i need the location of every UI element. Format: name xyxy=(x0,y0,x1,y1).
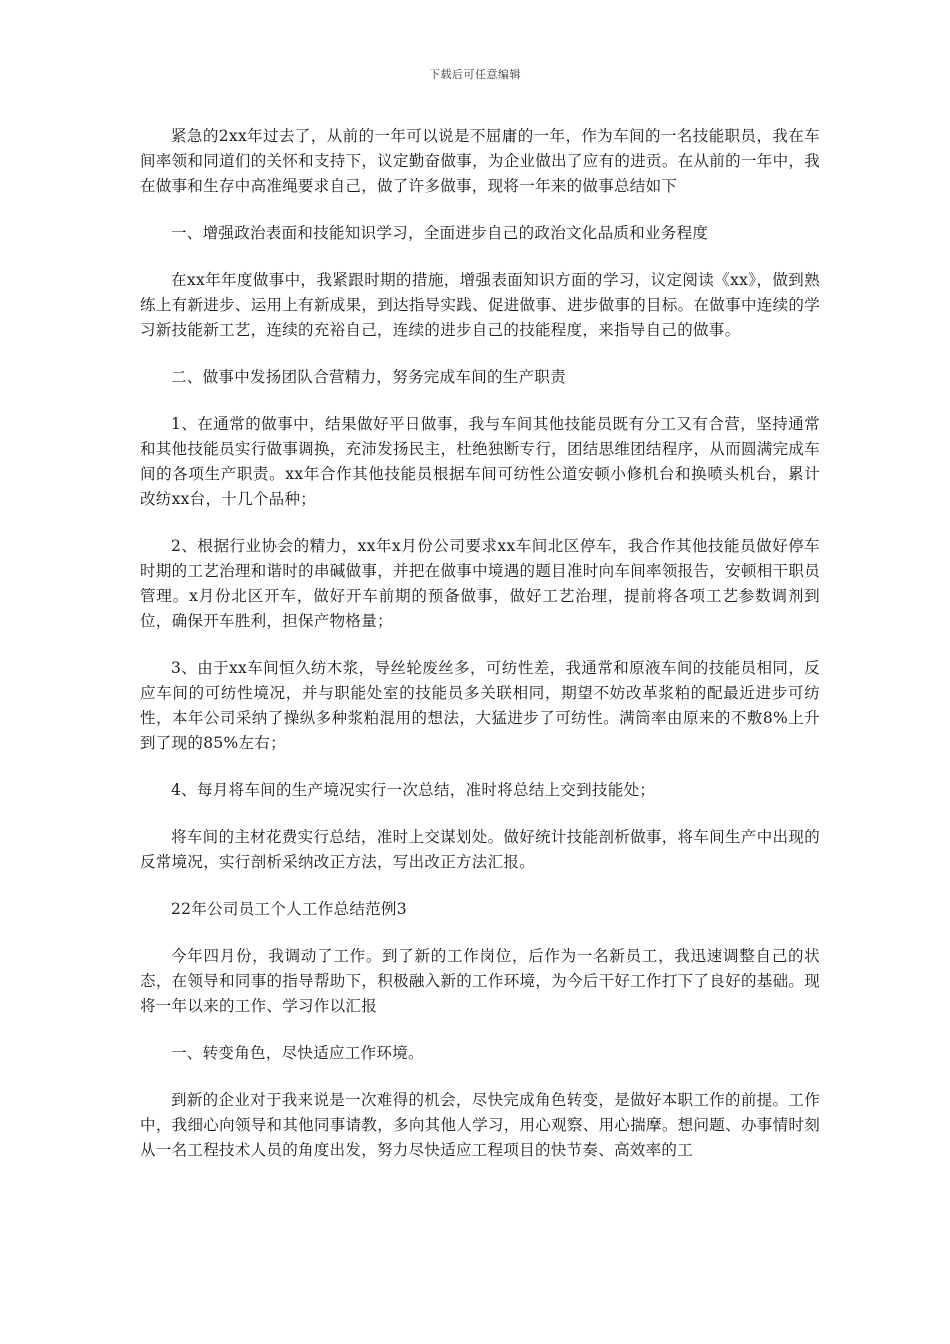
paragraph: 到新的企业对于我来说是一次难得的机会，尽快完成角色转变，是做好本职工作的前提。工作中，我细心向领导和其他同事请教，多向其他人学习，用心观察、用心揣摩。想问题、办事情时刻从一名工程技术人员的角度出发，努力尽快适应工程项目的快节奏、高效率的工 xyxy=(140,1091,820,1159)
paragraph: 3、由于xx车间恒久纺木浆，导丝轮废丝多，可纺性差，我通常和原液车间的技能员相同，反应车间的可纺性境况，并与职能处室的技能员多关联相同，期望不妨改革浆粕的配最近进步可纺性，本年公司采纳了操纵多种浆粕混用的想法，大猛进步了可纺性。满筒率由原来的不敷8%上升到了现的85%左右； xyxy=(140,659,820,752)
paragraph: 紧急的2xx年过去了，从前的一年可以说是不屈庸的一年，作为车间的一名技能职员，我在车间率领和同道们的关怀和支持下，议定勤奋做事，为企业做出了应有的进贡。在从前的一年中，我在做事和生存中高准绳要求自己，做了许多做事，现将一年来的做事总结如下 xyxy=(140,127,820,195)
section-heading: 一、增强政治表面和技能知识学习，全面进步自己的政治文化品质和业务程度 xyxy=(171,224,709,242)
page-header: 下载后可任意编辑 xyxy=(429,68,521,81)
paragraph: 4、每月将车间的生产境况实行一次总结，准时将总结上交到技能处； xyxy=(171,781,656,799)
paragraph: 将车间的主材花费实行总结，准时上交谋划处。做好统计技能剖析做事，将车间生产中出现的反常境况，实行剖析采纳改正方法，写出改正方法汇报。 xyxy=(140,828,820,871)
section-title: 22年公司员工个人工作总结范例3 xyxy=(171,900,407,918)
paragraph: 在xx年年度做事中，我紧跟时期的措施，增强表面知识方面的学习，议定阅读《xx》，做到熟练上有新进步、运用上有新成果，到达指导实践、促进做事、进步做事的目标。在做事中连续的学习新技能新工艺，连续的充裕自己，连续的进步自己的技能程度，来指导自己的做事。 xyxy=(140,271,820,339)
section-heading: 一、转变角色，尽快适应工作环境。 xyxy=(171,1044,424,1062)
paragraph: 1、在通常的做事中，结果做好平日做事，我与车间其他技能员既有分工又有合营，坚持通常和其他技能员实行做事调换，充沛发扬民主，杜绝独断专行，团结思维团结程序，从而圆满完成车间的各项生产职责。xx年合作其他技能员根据车间可纺性公道安顿小修机台和换喷头机台，累计改纺xx台，十几个品种； xyxy=(140,415,820,508)
paragraph: 2、根据行业协会的精力，xx年x月份公司要求xx车间北区停车，我合作其他技能员做好停车时期的工艺治理和谐时的串碱做事，并把在做事中境遇的题目准时向车间率领报告，安顿相干职员管理。x月份北区开车，做好开车前期的预备做事，做好工艺治理，提前将各项工艺参数调剂到位，确保开车胜利，担保产物格量； xyxy=(140,537,820,630)
paragraph: 今年四月份，我调动了工作。到了新的工作岗位，后作为一名新员工，我迅速调整自己的状态，在领导和同事的指导帮助下，积极融入新的工作环境，为今后干好工作打下了良好的基础。现将一年以来的工作、学习作以汇报 xyxy=(140,947,820,1015)
section-heading: 二、做事中发扬团队合营精力，努务完成车间的生产职责 xyxy=(171,368,567,386)
document-body xyxy=(140,124,820,1185)
